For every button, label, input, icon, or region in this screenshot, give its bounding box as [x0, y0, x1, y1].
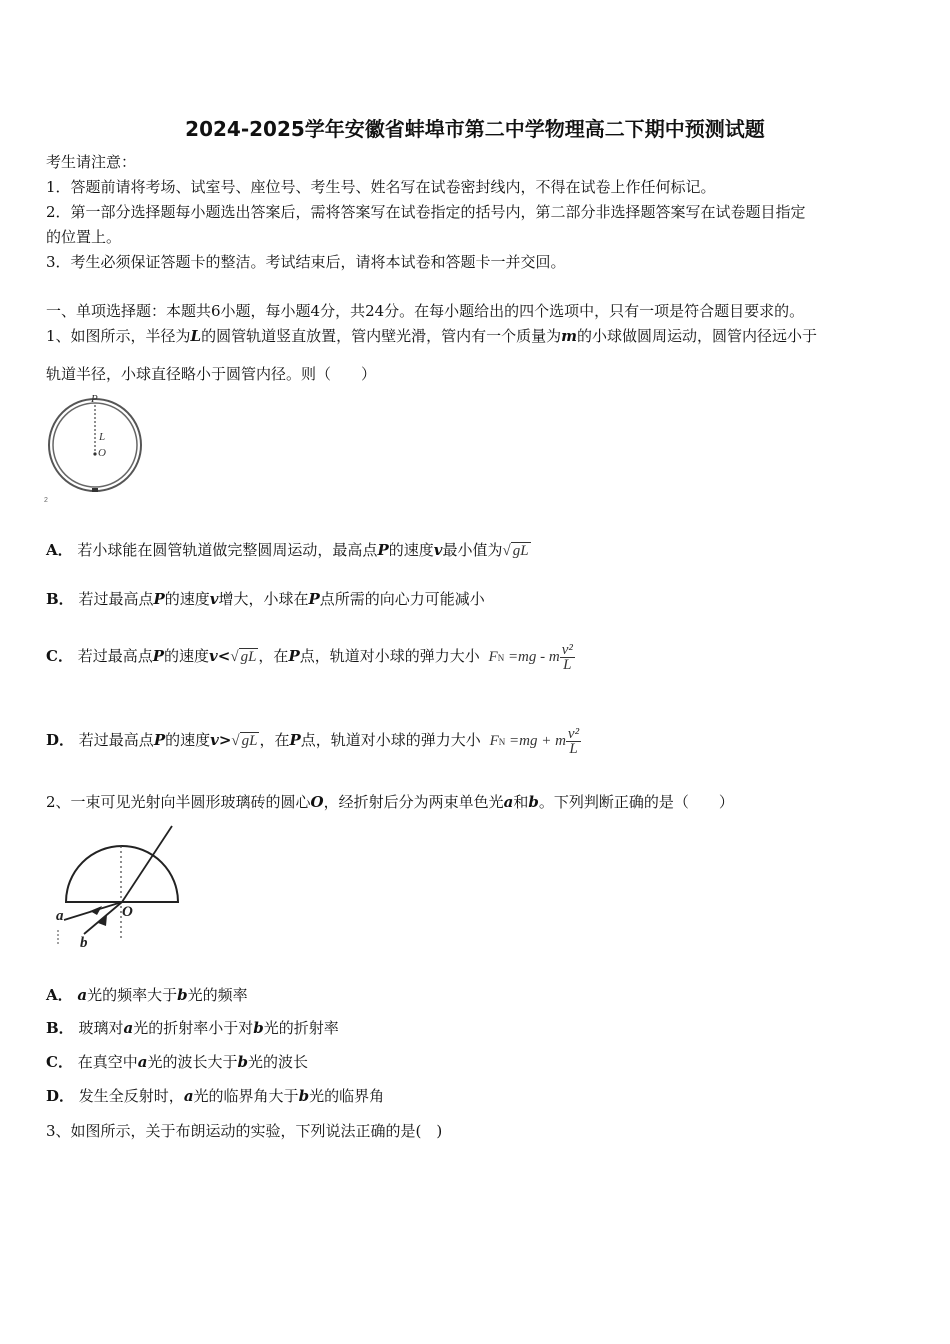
q1-stem: 1、如图所示，半径为L的圆管轨道竖直放置，管内壁光滑，管内有一个质量为m的小球做圆周运动，圆管内径远小于 [46, 327, 817, 345]
q3-stem: 3、如图所示，关于布朗运动的实验，下列说法正确的是( ) [46, 1122, 443, 1140]
semicircle [66, 846, 178, 902]
label-L: L [99, 431, 106, 443]
q1-option-a: A． 若小球能在圆管轨道做完整圆周运动，最高点P的速度v最小值为√ gL [46, 541, 529, 559]
label-P: P [91, 393, 98, 405]
center-dot [93, 452, 96, 455]
q1-option-c: C． 若过最高点P的速度v<√ gL ，在P点，轨道对小球的弹力大小 FN =mg - m $\frac{\text{v²}}{L}$ [46, 642, 573, 674]
notice-item: 3．考生必须保证答题卡的整洁。考试结束后，请将本试卷和答题卡一并交回。 [46, 253, 566, 271]
arrow-a [90, 906, 102, 915]
q1-figure-ring-track [44, 392, 148, 504]
label-O: O [122, 904, 133, 920]
q1-stem-line2: 轨道半径，小球直径略小于圆管内径。则（ ） [46, 365, 377, 383]
q1-option-d: D． 若过最高点P的速度v>√ gL ，在P点，轨道对小球的弹力大小 FN =mg + m $\frac{\text{v²}}{L}$ [46, 726, 580, 758]
q2-option-a: A． a光的频率大于b光的频率 [46, 986, 248, 1004]
q2-option-b: B． 玻璃对a光的折射率小于对b光的折射率 [46, 1019, 339, 1037]
q1-option-b: B． 若过最高点P的速度v增大，小球在P点所需的向心力可能减小 [46, 590, 485, 608]
notice-item: 的位置上。 [46, 228, 122, 246]
notice-item: 2．第一部分选择题每小题选出答案后，需将答案写在试卷指定的括号内，第二部分非选择题答案写在试卷题目指定 [46, 203, 806, 221]
notice-heading: 考生请注意： [46, 153, 137, 171]
ball [92, 488, 98, 492]
notice-item: 1．答题前请将考场、试室号、座位号、考生号、姓名写在试卷密封线内，不得在试卷上作任何标记。 [46, 178, 716, 196]
label-O: O [98, 447, 106, 459]
q2-option-d: D． 发生全反射时，a光的临界角大于b光的临界角 [46, 1087, 385, 1105]
label-b: b [80, 935, 88, 951]
ray-b [84, 902, 122, 934]
q2-figure-semicircle-glass [52, 822, 186, 952]
q2-option-c: C． 在真空中a光的波长大于b光的波长 [46, 1053, 309, 1071]
section-heading: 一、单项选择题：本题共6小题，每小题4分，共24分。在每小题给出的四个选项中，只有一项是符合题目要求的。 [46, 302, 805, 320]
page-title: 2024-2025学年安徽省蚌埠市第二中学物理高二下期中预测试题 [185, 117, 765, 141]
label-a: a [56, 908, 64, 924]
corner-mark: 2 [44, 497, 48, 504]
q2-stem: 2、一束可见光射向半圆形玻璃砖的圆心O，经折射后分为两束单色光a和b。下列判断正确的是（ ） [46, 793, 734, 811]
